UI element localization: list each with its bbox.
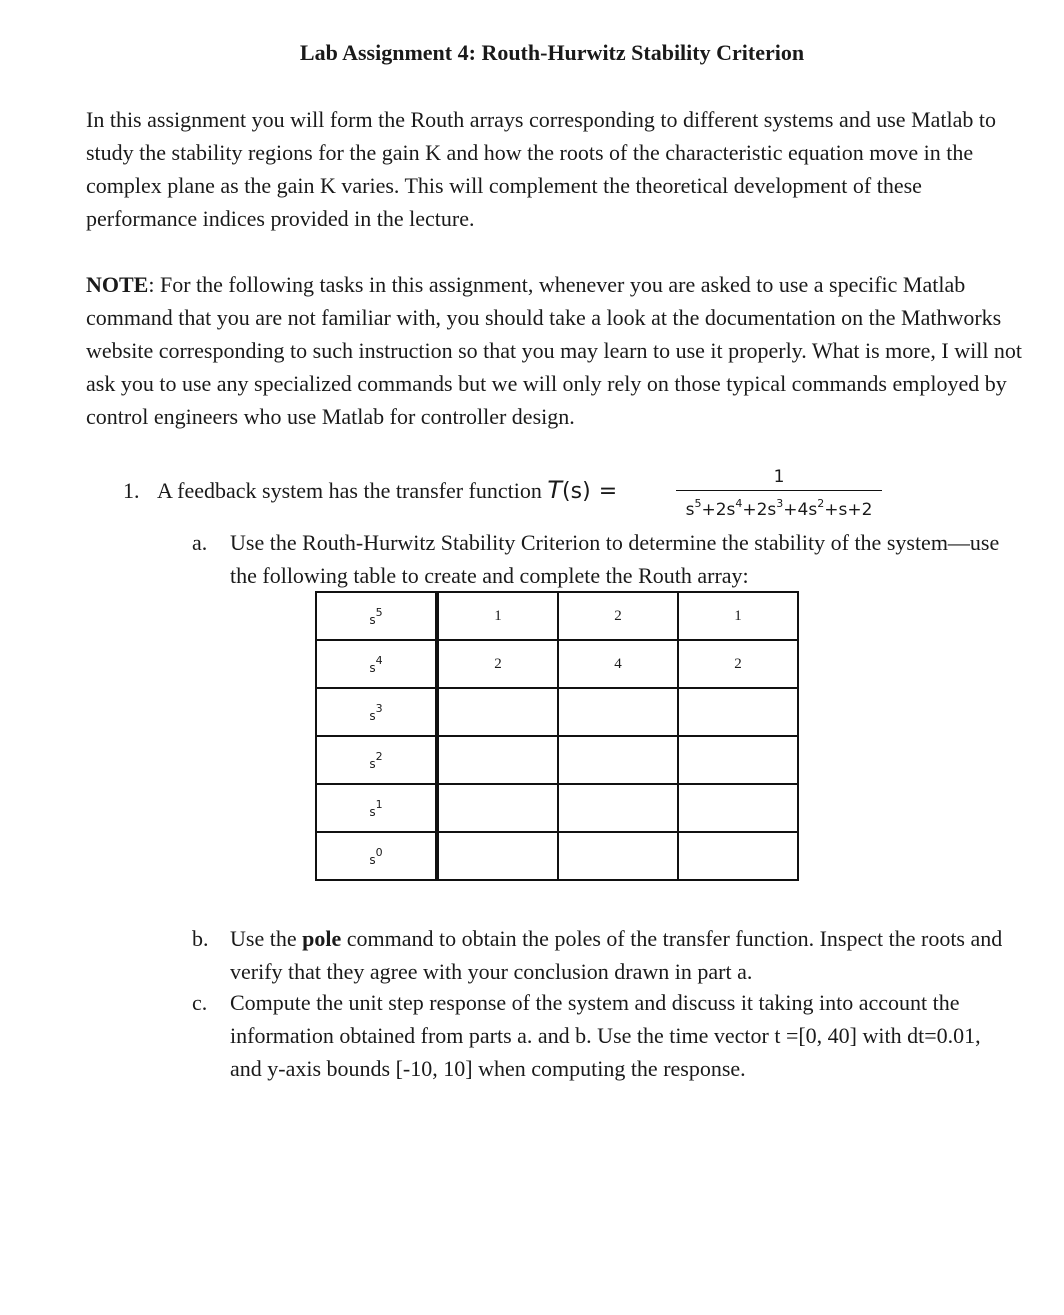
table-cell[interactable] — [678, 736, 798, 784]
question-1-number: 1. — [123, 478, 140, 503]
part-b-text: Use the pole command to obtain the poles of the transfer function. Inspect the roots and verify that they agree with your conclusion drawn in part a. — [230, 926, 1003, 984]
table-cell[interactable] — [558, 736, 678, 784]
routh-array-table — [315, 591, 799, 881]
fraction-numerator: 1 — [773, 467, 785, 487]
table-cell[interactable]: 4 — [558, 640, 678, 688]
row-label: $s^5$ — [316, 592, 437, 640]
part-c — [192, 986, 1012, 1086]
row-label: $s^1$ — [316, 784, 437, 832]
table-row — [316, 592, 798, 640]
table-cell[interactable] — [437, 784, 558, 832]
table-row — [316, 784, 798, 832]
table-cell[interactable] — [558, 784, 678, 832]
equals-sign: = — [598, 479, 618, 504]
table-cell[interactable] — [678, 832, 798, 880]
transfer-function-fraction — [676, 466, 882, 521]
part-a-text: Use the Routh-Hurwitz Stability Criterion to determine the stability of the system—use the following table to create and complete the Routh array: — [230, 530, 1000, 588]
question-1 — [123, 476, 617, 504]
transfer-function-symbol: T — [547, 476, 563, 504]
table-cell[interactable] — [437, 688, 558, 736]
part-b — [192, 922, 1012, 992]
table-cell[interactable]: 1 — [437, 592, 558, 640]
fraction-denominator: $s^5+2s^4+2s^3+4s^2+s+2$ — [685, 497, 873, 520]
part-c-label: c. — [192, 990, 208, 1015]
table-row — [316, 688, 798, 736]
table-cell[interactable]: 2 — [437, 640, 558, 688]
table-cell[interactable] — [437, 736, 558, 784]
table-cell[interactable] — [437, 832, 558, 880]
fraction-bar — [676, 490, 882, 491]
row-label: $s^0$ — [316, 832, 437, 880]
table-row — [316, 640, 798, 688]
note-text: : For the following tasks in this assignment, whenever you are asked to use a specific Matlab command that you are not familiar with, you should take a look at the documentation on the Mathworks website corresponding to such instruction so that you may learn to use it properly. What is more, I will not ask you to use any specialized commands but we will only rely on those typical commands employed by control engineers who use Matlab for controller design. — [86, 272, 1023, 429]
table-cell[interactable] — [558, 832, 678, 880]
note-label: NOTE — [86, 272, 149, 297]
intro-paragraph: In this assignment you will form the Routh arrays corresponding to different systems and use Matlab to study the stability regions for the gain K and how the roots of the characteristic equation move in the complex plane as the gain K varies. This will complement the theoretical development of these performance indices provided in the lecture. — [86, 107, 996, 231]
part-a-label: a. — [192, 530, 208, 555]
part-b-label: b. — [192, 926, 209, 951]
pole-command: pole — [302, 926, 342, 951]
table-row — [316, 736, 798, 784]
table-cell[interactable]: 2 — [558, 592, 678, 640]
row-label: $s^3$ — [316, 688, 437, 736]
part-a — [192, 526, 1012, 596]
table-cell[interactable] — [558, 688, 678, 736]
row-label: $s^4$ — [316, 640, 437, 688]
transfer-function-arg: (s) — [562, 479, 591, 504]
table-cell[interactable] — [678, 688, 798, 736]
table-row — [316, 832, 798, 880]
part-c-text: Compute the unit step response of the system and discuss it taking into account the information obtained from parts a. and b. Use the time vector t =[0, 40] with dt=0.01, and y-axis bounds [-10, 10] when computing the response. — [230, 990, 981, 1081]
note-paragraph — [86, 268, 1026, 433]
table-cell[interactable]: 1 — [678, 592, 798, 640]
table-cell[interactable]: 2 — [678, 640, 798, 688]
row-label: $s^2$ — [316, 736, 437, 784]
question-1-text: A feedback system has the transfer function — [157, 478, 548, 503]
table-cell[interactable] — [678, 784, 798, 832]
page-title: Lab Assignment 4: Routh-Hurwitz Stability Criterion — [299, 40, 805, 65]
